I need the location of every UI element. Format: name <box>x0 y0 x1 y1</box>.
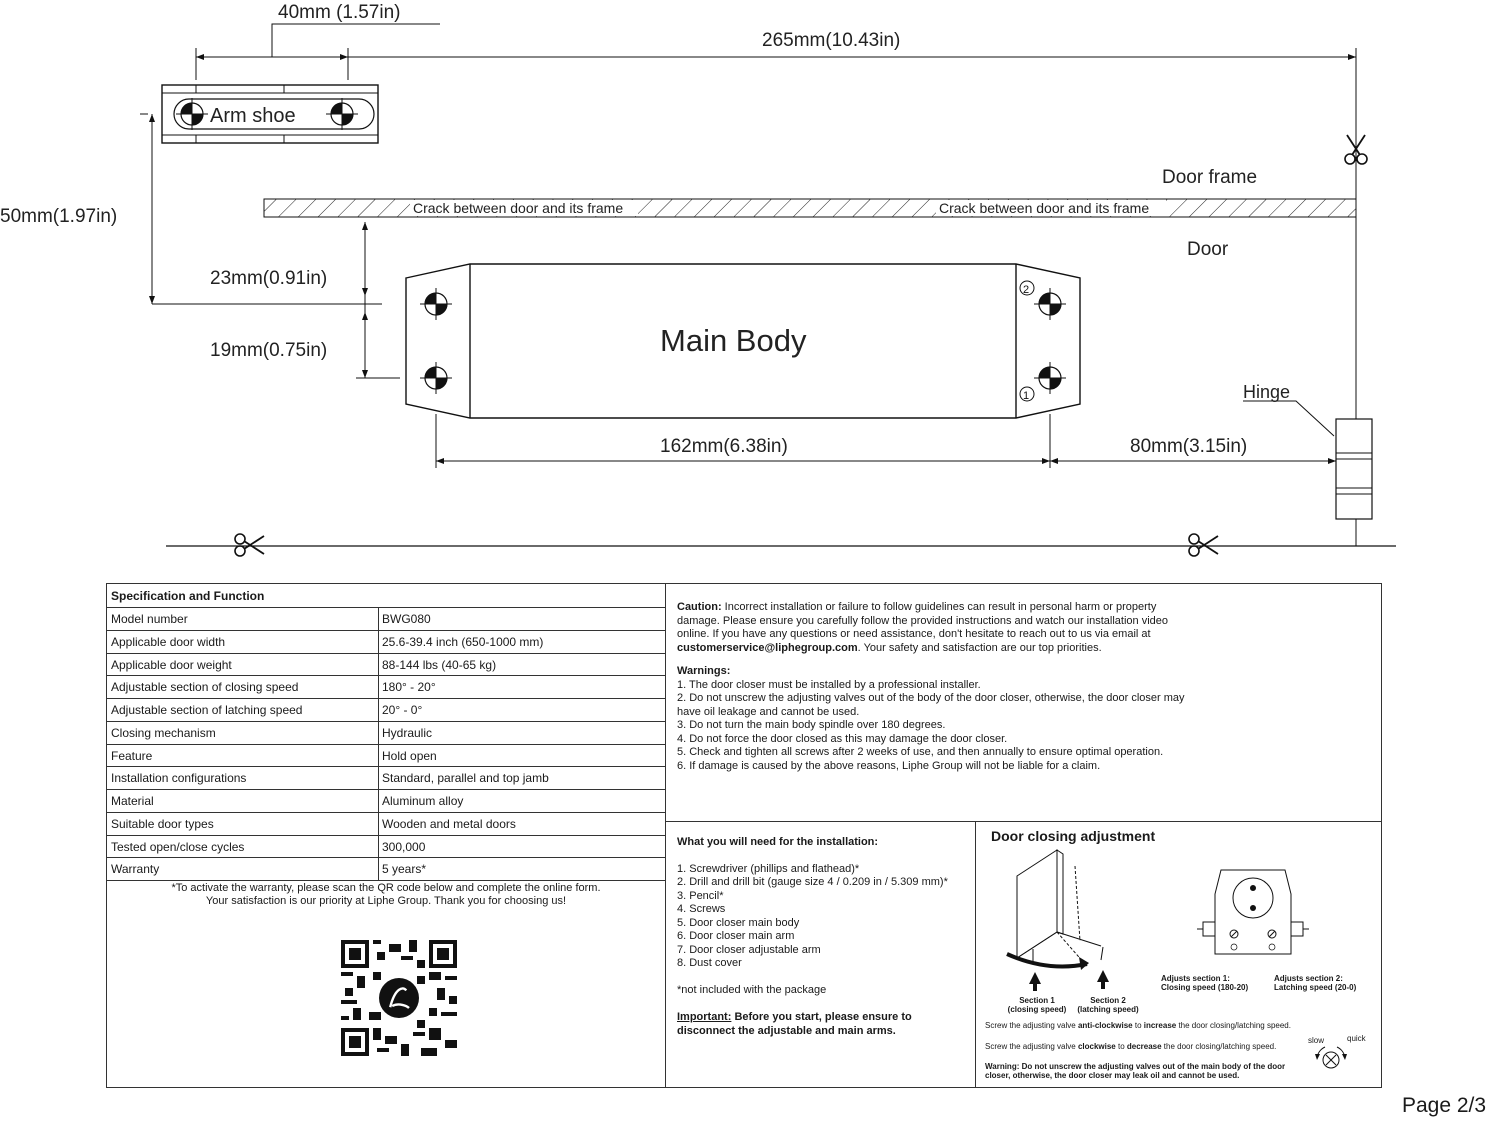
quick-label: quick <box>1347 1034 1366 1043</box>
adjust-line-2-pre: Screw the adjusting valve <box>985 1042 1078 1051</box>
spec-value: 20° - 0° <box>382 703 423 717</box>
caution-email: customerservice@liphegroup.com <box>677 641 858 654</box>
adjust-instruction-1 <box>985 1021 1291 1030</box>
spec-row <box>107 766 665 789</box>
adjust-section-2 <box>1274 974 1356 992</box>
spec-key: Model number <box>111 612 188 626</box>
scissors-icon <box>1189 534 1218 556</box>
hinge-label: Hinge <box>1243 382 1291 402</box>
arm-shoe-label: Arm shoe <box>210 105 296 127</box>
adjust-line-1-effect: increase <box>1143 1021 1177 1030</box>
door-frame-label: Door frame <box>1162 167 1258 188</box>
warning-item: 1. The door closer must be installed by a professional installer. <box>677 678 981 691</box>
spec-value: 88-144 lbs (40-65 kg) <box>382 657 497 672</box>
important-text-2: disconnect the adjustable and main arms. <box>677 1024 896 1037</box>
spec-key: Feature <box>111 748 153 763</box>
adjust-line-1-post: the door closing/latching speed. <box>1176 1021 1291 1030</box>
slow-label: slow <box>1308 1036 1325 1045</box>
spec-key: Closing mechanism <box>111 725 216 740</box>
valve-dial-icon <box>1311 1044 1351 1072</box>
spec-row <box>107 857 665 880</box>
dim-265-label: 265mm(10.43in) <box>762 30 901 51</box>
adjust-line-1-pre: Screw the adjusting valve <box>985 1021 1078 1030</box>
tool-item: 6. Door closer main arm <box>677 930 795 942</box>
spec-key: Suitable door types <box>111 816 214 831</box>
dim-19-label: 19mm(0.75in) <box>210 340 328 361</box>
dim-23-label: 23mm(0.91in) <box>210 268 328 289</box>
spec-row <box>107 835 665 858</box>
spec-title: Specification and Function <box>111 589 265 603</box>
hinge <box>1336 419 1372 519</box>
caution-text: Incorrect installation or failure to follow guidelines can result in personal harm or property <box>724 601 1157 613</box>
door-label: Door <box>1187 239 1229 260</box>
qr-code <box>341 940 457 1056</box>
spec-value: Standard, parallel and top jamb <box>382 771 549 786</box>
caution-line-4: . Your safety and satisfaction are our top priorities. <box>857 641 1102 654</box>
page-number: Page 2/3 <box>1402 1094 1487 1117</box>
spec-row <box>107 789 665 812</box>
warning-item: have oil leakage and cannot be used. <box>677 705 860 718</box>
adjust-warning-1: Warning: Do not unscrew the adjusting valves out of the main body of the door <box>985 1062 1286 1071</box>
adjust-warning <box>985 1062 1285 1080</box>
tools-title: What you will need for the installation: <box>677 836 879 848</box>
adjust-line-2-effect: decrease <box>1126 1042 1162 1051</box>
marker-1: 1 <box>1023 390 1030 402</box>
marker-2: 2 <box>1023 284 1030 296</box>
spec-key: Adjustable section of closing speed <box>111 680 299 695</box>
section-2-title: Section 2 <box>1090 996 1126 1005</box>
section-1-sub: (closing speed) <box>1007 1005 1067 1014</box>
adjust-section-1 <box>1161 974 1248 992</box>
spec-row <box>107 698 665 721</box>
adjust-section-2-title: Adjusts section 2: <box>1274 974 1343 983</box>
adjust-line-2-post: the door closing/latching speed. <box>1161 1042 1277 1051</box>
spec-key: Tested open/close cycles <box>111 839 245 854</box>
warning-item: 6. If damage is caused by the above reasons, Liphe Group will not be liable for a claim. <box>677 759 1101 772</box>
spec-value: 25.6-39.4 inch (650-1000 mm) <box>382 634 544 649</box>
spec-row <box>107 607 665 630</box>
tool-item: 2. Drill and drill bit (gauge size 4 / 0.209 in / 5.309 mm)* <box>677 876 948 888</box>
spec-value: Hold open <box>382 748 437 763</box>
spec-value: Aluminum alloy <box>382 794 464 808</box>
spec-value: BWG080 <box>382 612 431 626</box>
tool-item: 5. Door closer main body <box>677 916 800 929</box>
main-body-label: Main Body <box>660 323 807 358</box>
door-adjust-diagram <box>985 846 1145 1016</box>
spec-row <box>107 630 665 653</box>
crack-label-2: Crack between door and its frame <box>939 200 1150 216</box>
spec-value: 180° - 20° <box>382 680 436 695</box>
warnings-title: Warnings: <box>677 665 731 677</box>
spec-key: Material <box>111 794 154 808</box>
adjust-section-1-sub: Closing speed (180-20) <box>1161 983 1249 992</box>
tool-item: 8. Dust cover <box>677 957 742 969</box>
warranty-note-2: Your satisfaction is our priority at Liphe Group. Thank you for choosing us! <box>205 895 567 907</box>
caution-line-2: damage. Please ensure you carefully follow the provided instructions and watch our installation video <box>677 614 1169 627</box>
spec-key: Warranty <box>111 862 160 877</box>
warning-item: 2. Do not unscrew the adjusting valves out of the body of the door closer, otherwise, the door closer may <box>677 692 1185 704</box>
spec-value: Wooden and metal doors <box>382 816 516 831</box>
section-1-title: Section 1 <box>1019 996 1055 1005</box>
caution-block <box>677 601 1367 773</box>
spec-row <box>107 812 665 835</box>
spec-value: 5 years* <box>382 862 427 877</box>
dim-40-label: 40mm (1.57in) <box>278 2 401 23</box>
spec-row <box>107 675 665 698</box>
warning-item: 5. Check and tighten all screws after 2 weeks of use, and then annually to ensure optimal operation. <box>677 746 1164 758</box>
warning-item: 4. Do not force the door closed as this may damage the door closer. <box>677 732 1008 745</box>
adjust-instruction-2 <box>985 1042 1276 1051</box>
spec-value: Hydraulic <box>382 725 433 740</box>
adjust-title: Door closing adjustment <box>991 828 1156 844</box>
adjust-line-1-dir: anti-clockwise <box>1077 1021 1133 1030</box>
spec-key: Applicable door width <box>111 634 226 649</box>
caution-line-3: online. If you have any questions or need assistance, don't hesitate to reach out to us via email at <box>677 628 1151 640</box>
tool-item: 3. Pencil* <box>677 889 724 902</box>
warranty-note-1: *To activate the warranty, please scan the QR code below and complete the online form. <box>171 882 601 894</box>
spec-row <box>107 653 665 676</box>
important-label: Important: <box>677 1011 732 1023</box>
spec-row <box>107 721 665 744</box>
tools-footnote: *not included with the package <box>677 983 827 996</box>
important-text: Before you start, please ensure to <box>734 1011 912 1023</box>
dim-162-label: 162mm(6.38in) <box>660 436 788 457</box>
info-panel <box>106 583 1382 1088</box>
adjust-warning-2: closer, otherwise, the door closer may leak oil and cannot be used. <box>985 1071 1240 1080</box>
adjust-line-1-mid: to <box>1132 1021 1144 1030</box>
section-2-sub: (latching speed) <box>1077 1005 1139 1014</box>
valve-diagram <box>1193 864 1313 968</box>
adjust-line-2-mid: to <box>1115 1042 1127 1051</box>
tool-item: 7. Door closer adjustable arm <box>677 943 821 956</box>
dim-80-label: 80mm(3.15in) <box>1130 436 1248 457</box>
tools-block <box>677 836 969 1038</box>
spec-value: 300,000 <box>382 839 426 854</box>
spec-row <box>107 744 665 767</box>
adjust-section-2-sub: Latching speed (20-0) <box>1274 983 1357 992</box>
spec-key: Adjustable section of latching speed <box>111 703 303 717</box>
tool-item: 1. Screwdriver (phillips and flathead)* <box>677 862 860 875</box>
tool-item: 4. Screws <box>677 903 726 915</box>
spec-key: Installation configurations <box>111 771 247 786</box>
warning-item: 3. Do not turn the main body spindle over 180 degrees. <box>677 719 946 731</box>
crack-label-1: Crack between door and its frame <box>413 200 624 216</box>
adjust-line-2-dir: clockwise <box>1077 1042 1116 1051</box>
adjust-section-1-title: Adjusts section 1: <box>1161 974 1230 983</box>
dim-50-label: 50mm(1.97in) <box>0 206 118 227</box>
section-2-label <box>1063 996 1153 1014</box>
spec-key: Applicable door weight <box>111 657 232 672</box>
caution-label: Caution: <box>677 601 722 613</box>
scissors-icon <box>235 534 264 556</box>
